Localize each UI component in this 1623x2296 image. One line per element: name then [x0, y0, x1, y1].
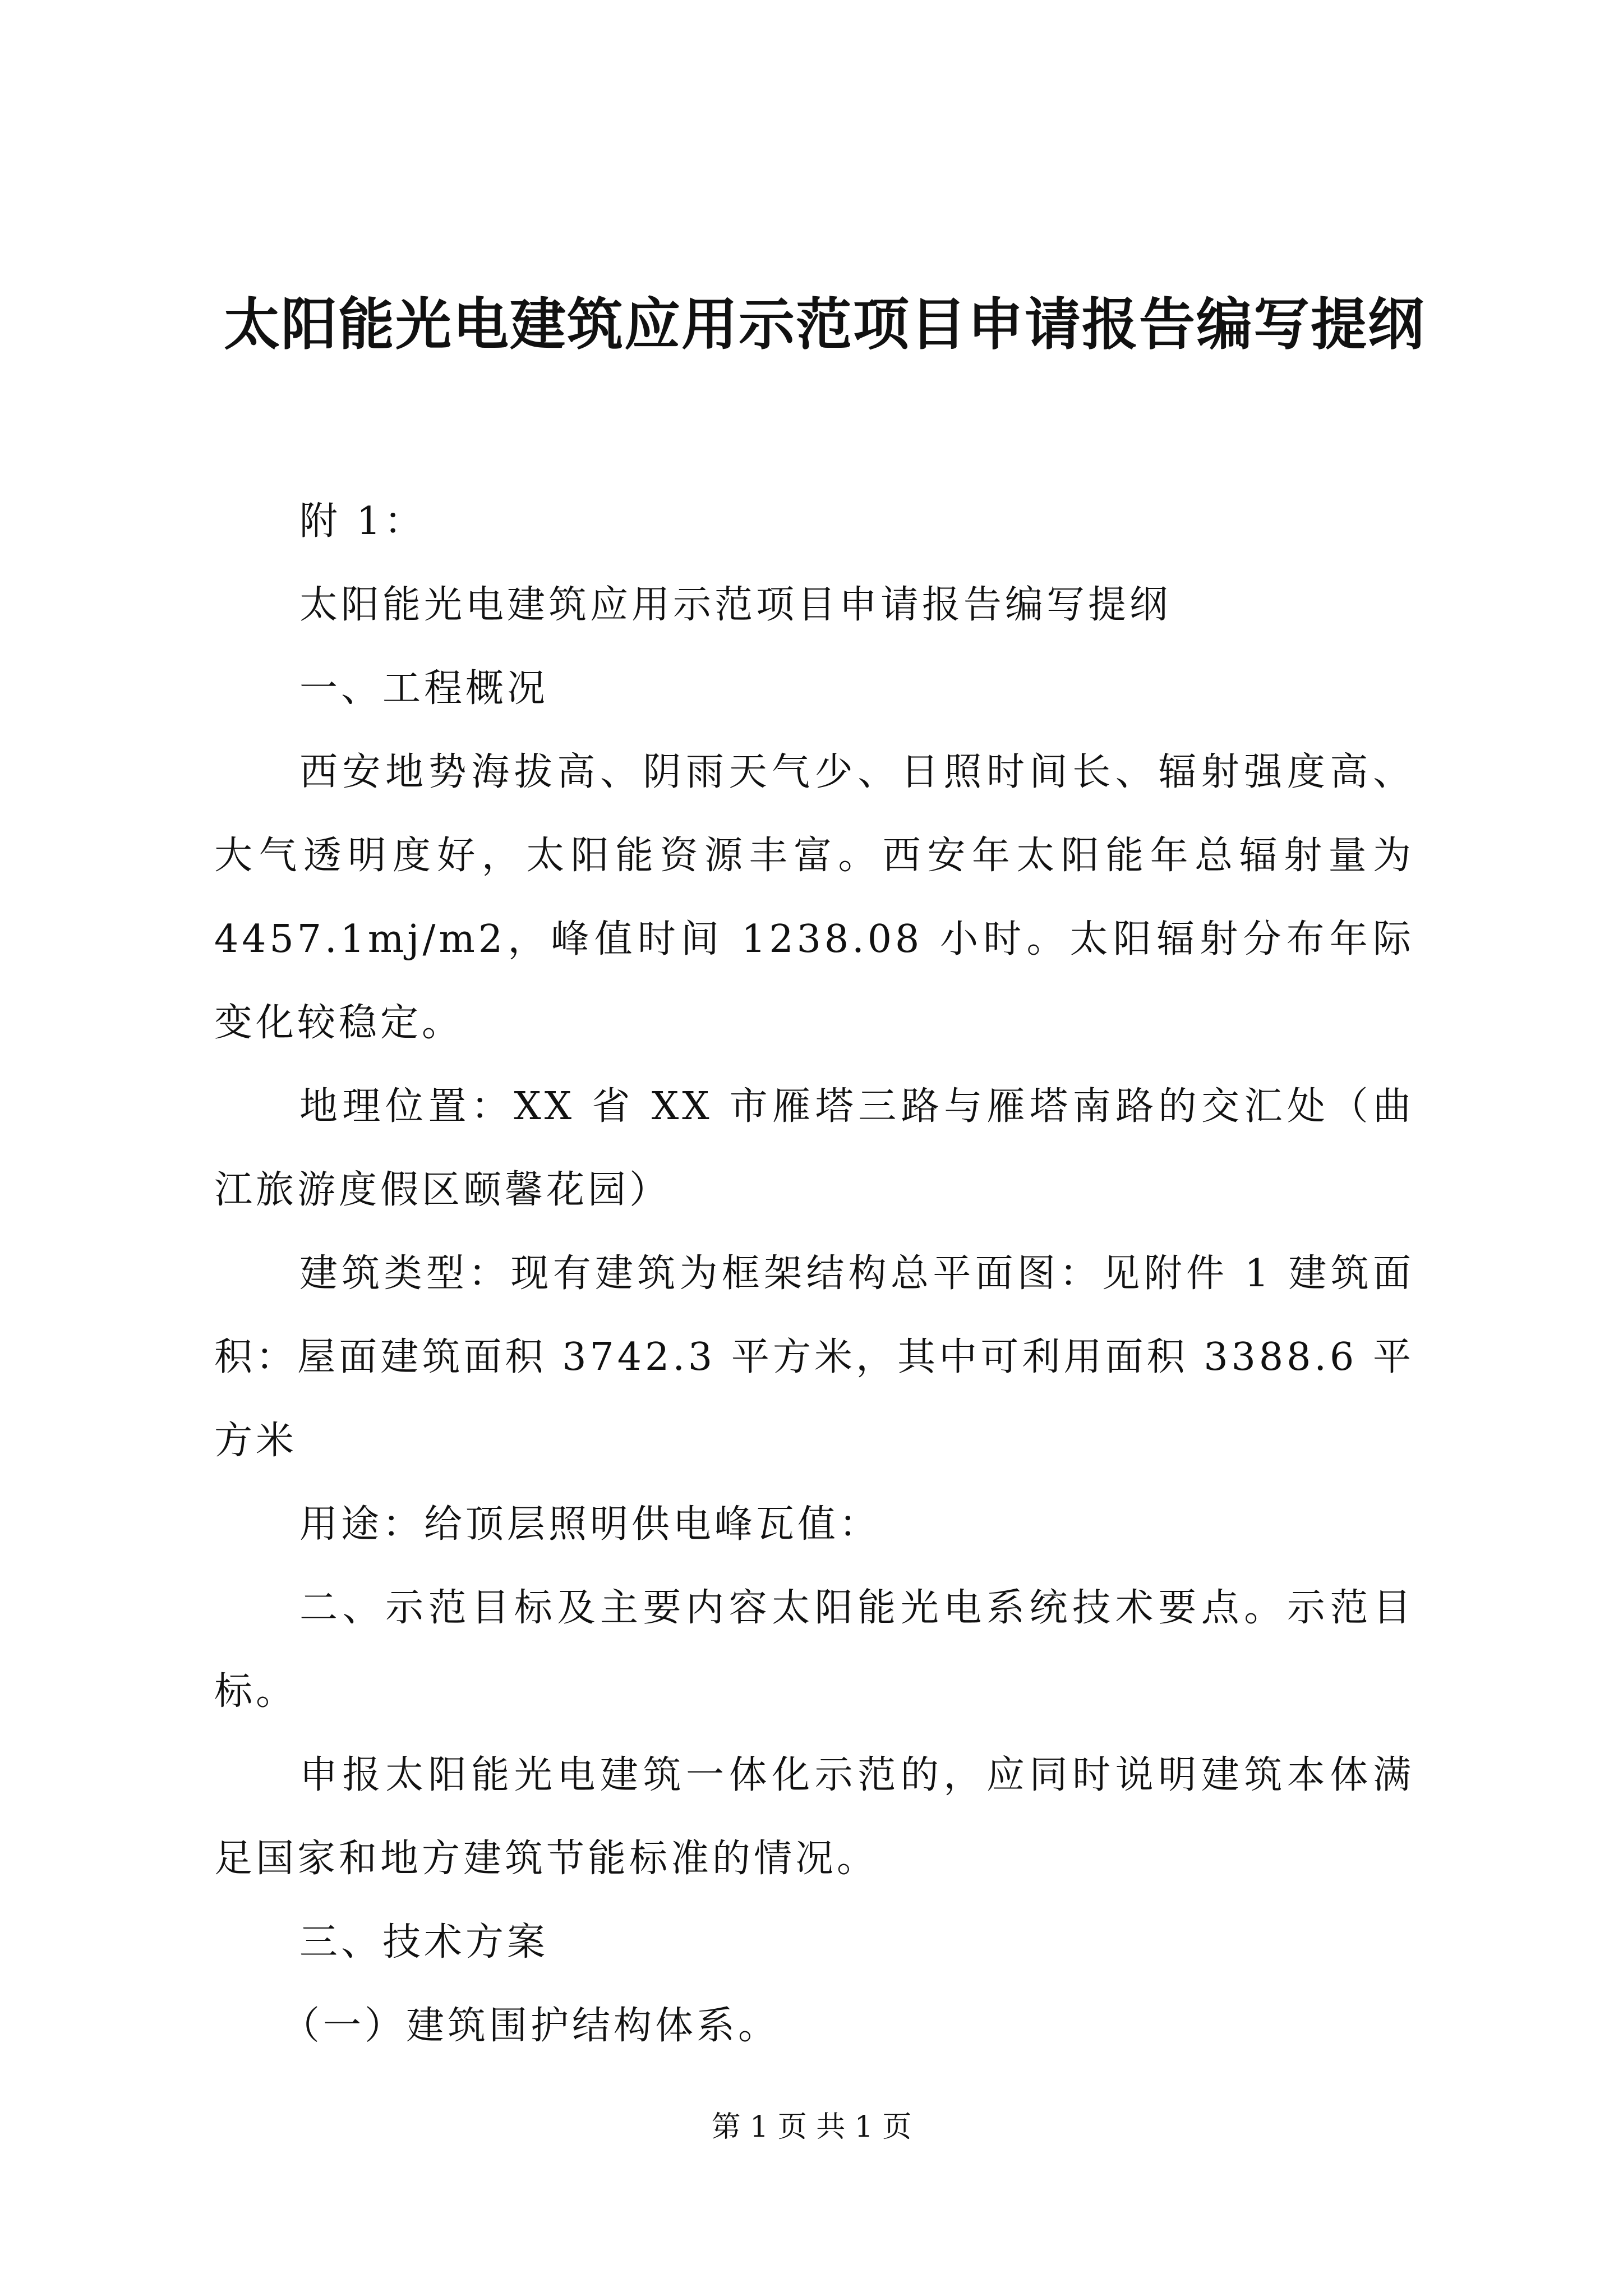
paragraph-building-type: 建筑类型：现有建筑为框架结构总平面图：见附件 1 建筑面积：屋面建筑面积 3742.3 平方米，其中可利用面积 3388.6 平方米	[214, 1251, 1414, 1463]
section-heading-3: 三、技术方案	[299, 1920, 549, 1964]
outline-title: 太阳能光电建筑应用示范项目申请报告编写提纲	[299, 583, 1172, 627]
section-heading-1: 一、工程概况	[299, 666, 549, 711]
document-body	[214, 480, 1414, 2068]
document-title: 太阳能光电建筑应用示范项目申请报告编写提纲	[224, 292, 1425, 357]
paragraph-location: 地理位置：XX 省 XX 市雁塔三路与雁塔南路的交汇处（曲江旅游度假区颐馨花园）	[214, 1084, 1414, 1212]
paragraph-usage: 用途：给顶层照明供电峰瓦值：	[299, 1502, 881, 1547]
paragraph-declaration: 申报太阳能光电建筑一体化示范的，应同时说明建筑本体满足国家和地方建筑节能标准的情况。	[214, 1753, 1414, 1881]
subsection-heading-1: （一）建筑围护结构体系。	[282, 2004, 780, 2048]
paragraph-solar-resources: 西安地势海拔高、阴雨天气少、日照时间长、辐射强度高、大气透明度好，太阳能资源丰富。西安年太阳能年总辐射量为 4457.1mj/m2，峰值时间 1238.08 小时。太阳辐射分布年际变化较稳定。	[214, 750, 1414, 1045]
attachment-label: 附 1：	[299, 499, 426, 544]
section-heading-2: 二、示范目标及主要内容太阳能光电系统技术要点。示范目标。	[214, 1586, 1414, 1714]
page-footer: 第 1 页 共 1 页	[711, 2110, 912, 2144]
